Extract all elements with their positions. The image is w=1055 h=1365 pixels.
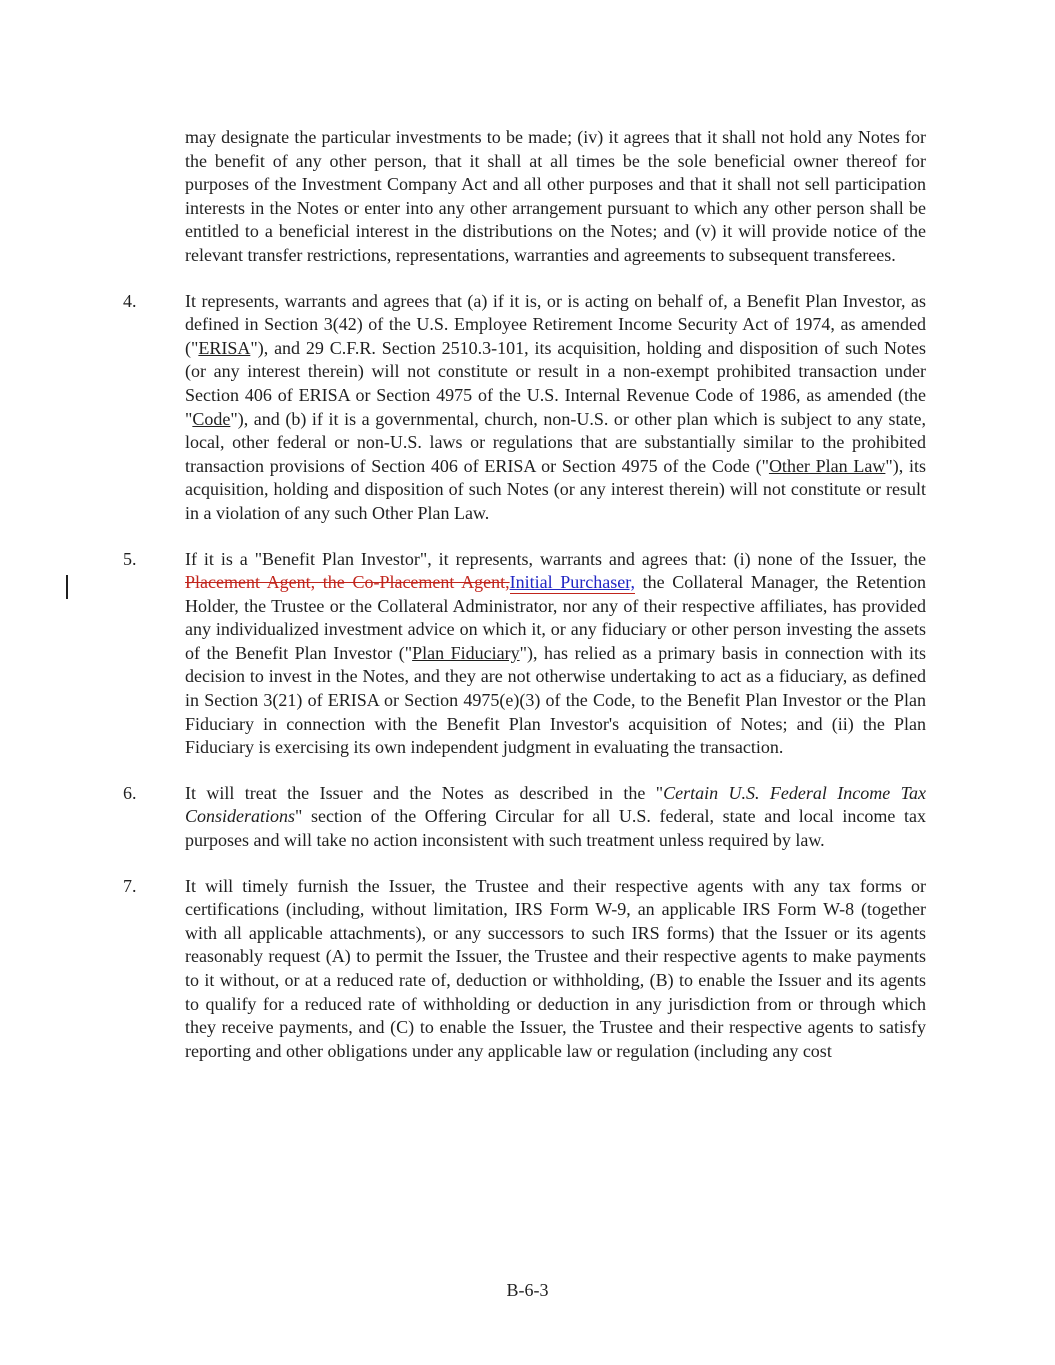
text-run-underline: Plan Fiduciary [412,642,520,663]
paragraph-number: 4. [123,290,137,311]
text-run-italic: Certain U.S. Federal Income Tax Considerations [185,782,926,827]
text-run-normal: " section of the Offering Circular for all U.S. federal, state and local income tax purposes and will take no action inconsistent with such treatment unless required by law. [185,806,926,851]
text-run-deletion: Placement Agent, the Co-Placement Agent, [185,572,510,593]
page-footer [0,1280,1055,1301]
text-run-normal: It represents, warrants and agrees that (a) if it is, or is acting on behalf of, a Benefit Plan Investor, as defined in Section 3(42) of the U.S. Employee Retirement Income Security Act of 1974, as amended (" [185,290,926,358]
text-run-normal: may designate the particular investments to be made; (iv) it agrees that it shall not hold any Notes for the benefit of any other person, that it shall at all times be the sole beneficial owner thereof for purposes of the Investment Company Act and all other purposes and that it shall not sell participation interests in the Notes or enter into any other arrangement pursuant to which any other person shall be entitled to a beneficial interest in the distributions on the Notes; and (v) it will provide notice of the relevant transfer restrictions, representations, warranties and agreements to subsequent transferees. [185,127,926,265]
change-bar [66,575,68,599]
paragraph-number: 7. [123,875,137,896]
document-body [123,126,926,1085]
text-run-normal: "), and (b) if it is a governmental, church, non-U.S. or other plan which is subject to any state, local, other federal or non-U.S. laws or regulations that are substantially similar to the prohibited transaction provisions of Section 406 of ERISA or Section 4975 of the Code (" [185,408,926,476]
paragraph-number: 6. [123,782,137,803]
text-run-normal: It will timely furnish the Issuer, the Trustee and their respective agents with any tax forms or certifications (including, without limitation, IRS Form W-9, an applicable IRS Form W-8 (together with all applicable attachments), or any successors to such IRS forms) that the Issuer or its agents reasonably request (A) to permit the Issuer, the Trustee and their respective agents to make payments to it without, or at a reduced rate of, deduction or withholding, (B) to enable the Issuer and its agents to qualify for a reduced rate of withholding or deduction in any jurisdiction from or through which they receive payments, and (C) to enable the Issuer, the Trustee and their respective agents to satisfy reporting and other obligations under any applicable law or regulation (including any cost [185,875,926,1061]
text-run-underline: Code [192,408,231,429]
text-run-normal: It will treat the Issuer and the Notes as described in the " [185,782,664,803]
paragraph-text [185,548,926,760]
paragraph-text [185,290,926,526]
text-run-underline: Other Plan Law [768,455,886,476]
paragraph-text [185,782,926,853]
text-run-normal: "), has relied as a primary basis in connection with its decision to invest in the Notes, and they are not otherwise undertaking to act as a fiduciary, as defined in Section 3(21) of ERISA or Section 4975(e)(3) of the Code, to the Benefit Plan Investor or the Plan Fiduciary in connection with the Benefit Plan Investor's acquisition of Notes; and (ii) the Plan Fiduciary is exercising its own independent judgment in evaluating the transaction. [185,642,926,758]
text-run-normal: "), and 29 C.F.R. Section 2510.3-101, its acquisition, holding and disposition of such Notes (or any interest therein) will not constitute or result in a non-exempt prohibited transaction under Section 406 of ERISA or Section 4975 of the U.S. Internal Revenue Code of 1986, as amended (the " [185,337,926,429]
paragraph-text [185,875,926,1064]
page-number: B-6-3 [506,1280,549,1300]
paragraph-text [185,126,926,268]
paragraph-continuation [123,126,926,268]
paragraph-5 [123,548,926,760]
paragraph-4 [123,290,926,526]
text-run-normal: the Collateral Manager, the Retention Holder, the Trustee or the Collateral Administrator, nor any of their respective affiliates, has provided any individualized investment advice on which it, or any fiduciary or other person investing the assets of the Benefit Plan Investor (" [185,572,926,663]
paragraph-6 [123,782,926,853]
text-run-underline: ERISA [198,337,251,358]
text-run-normal: "), its acquisition, holding and disposition of such Notes (or any interest therein) will not constitute or result in a violation of any such Other Plan Law. [185,455,926,523]
paragraph-number: 5. [123,548,137,569]
text-run-normal: If it is a "Benefit Plan Investor", it represents, warrants and agrees that: (i) none of the Issuer, the [185,548,926,569]
paragraph-7 [123,875,926,1064]
text-run-insertion: Initial Purchaser, [509,572,635,593]
